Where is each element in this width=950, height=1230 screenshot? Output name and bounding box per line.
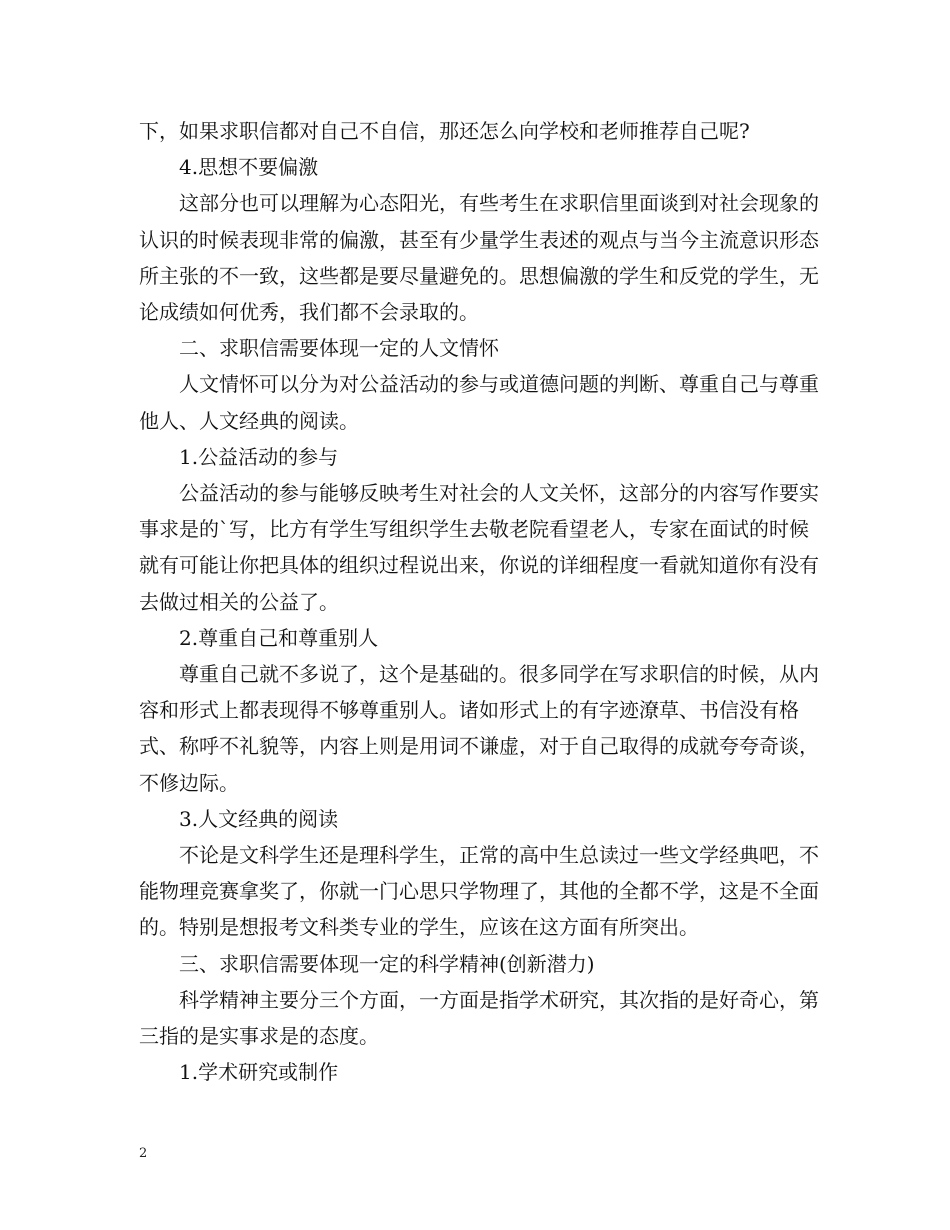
subheading-academic-research: 1.学术研究或制作 [179,1060,339,1085]
paragraph-scientific-spirit: 科学精神主要分三个方面，一方面是指学术研究，其次指的是好奇心，第三指的是实事求是的态度。 [139,987,819,1049]
heading-scientific-spirit: 三、求职信需要体现一定的科学精神(创新潜力) [179,951,595,976]
paragraph-respect: 尊重自己就不多说了，这个是基础的。很多同学在写求职信的时候，从内容和形式上都表现得不够尊重别人。诸如形式上的有字迹潦草、书信没有格式、称呼不礼貌等，内容上则是用词不谦虚，对于自己取得的成就夸夸奇谈，不修边际。 [139,662,819,795]
subheading-respect: 2.尊重自己和尊重别人 [179,625,379,650]
document-body [139,113,819,1090]
subheading-classics-reading: 3.人文经典的阅读 [179,806,339,831]
paragraph-classics-reading: 不论是文科学生还是理科学生，正常的高中生总读过一些文学经典吧，不能物理竞赛拿奖了，你就一门心思只学物理了，其他的全都不学，这是不全面的。特别是想报考文科类专业的学生，应该在这方面有所突出。 [139,843,819,940]
page-number: 2 [139,1146,148,1161]
heading-humanistic-care: 二、求职信需要体现一定的人文情怀 [179,336,499,361]
subheading-no-extreme-thoughts: 4.思想不要偏激 [179,155,319,180]
paragraph-continuation: 下，如果求职信都对自己不自信，那还怎么向学校和老师推荐自己呢? [139,119,750,143]
subheading-public-welfare: 1.公益活动的参与 [179,444,339,469]
paragraph-humanistic-care-intro: 人文情怀可以分为对公益活动的参与或道德问题的判断、尊重自己与尊重他人、人文经典的阅读。 [139,372,819,433]
paragraph-sunny-attitude: 这部分也可以理解为心态阳光，有些考生在求职信里面谈到对社会现象的认识的时候表现非常的偏激，甚至有少量学生表述的观点与当今主流意识形态所主张的不一致，这些都是要尽量避免的。思想偏激的学生和反党的学生，无论成绩如何优秀，我们都不会录取的。 [139,191,819,325]
paragraph-public-welfare: 公益活动的参与能够反映考生对社会的人文关怀，这部分的内容写作要实事求是的`写，比方有学生写组织学生去敬老院看望老人，专家在面试的时候就有可能让你把具体的组织过程说出来，你说的详细程度一看就知道你有没有去做过相关的公益了。 [139,481,819,614]
